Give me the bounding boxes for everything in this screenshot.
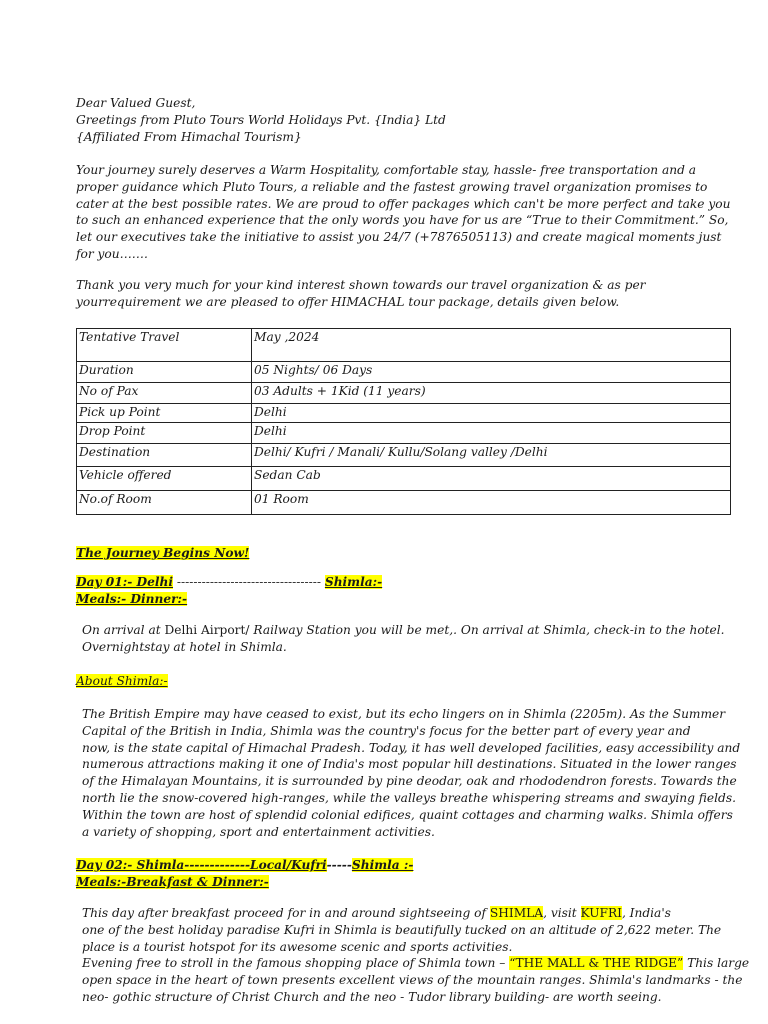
about-line: a variety of shopping, sport and entertainment activities.: [82, 824, 435, 839]
day2-dashes: -----: [326, 858, 352, 872]
table-row: [77, 362, 731, 383]
thanks-line: Thank you very much for your kind interest shown towards our travel organization & as per: [76, 278, 646, 292]
row-label: Duration: [77, 362, 252, 383]
day2-line: [82, 905, 688, 922]
table-row: [77, 444, 731, 467]
greeting-salutation: Dear Valued Guest,: [76, 96, 196, 110]
day1-text: Railway Station you will be met,. On arrival at Shimla, check-in to the hotel.: [249, 623, 725, 637]
row-label: No of Pax: [77, 383, 252, 404]
row-value: Delhi: [252, 404, 731, 423]
row-label: Vehicle offered: [77, 467, 252, 491]
day2-text: , India's: [621, 906, 671, 920]
row-value: 03 Adults + 1Kid (11 years): [252, 383, 731, 404]
greeting-affiliation: {Affiliated From Himachal Tourism}: [76, 129, 302, 144]
about-shimla-heading: [76, 673, 676, 690]
day2-text: This day after breakfast proceed for in and around sightseeing of: [82, 906, 490, 920]
about-line: Capital of the British in India, Shimla was the country's focus for the better part of every year and: [82, 723, 691, 738]
package-details-table: [76, 328, 731, 515]
day2-meals: Meals:-Breakfast & Dinner:-: [76, 875, 269, 889]
day2-line: one of the best holiday paradise Kufri in Shimla is beautifully tucked on an altitude of 2,622 meter. The: [82, 922, 722, 937]
day1-from: Day 01:- Delhi: [76, 575, 173, 589]
about-line: numerous attractions making it one of India's most popular hill destinations. Situated in the lower ranges: [82, 757, 737, 772]
day2-text: , visit: [543, 906, 581, 920]
about-line: The British Empire may have ceased to exist, but its echo lingers on in Shimla (2205m). As the Summer: [82, 707, 726, 721]
intro-paragraph: [76, 162, 731, 263]
day1-text: On arrival at: [82, 623, 165, 637]
day2-text: Evening free to stroll in the famous shopping place of Shimla town –: [82, 956, 510, 971]
row-value: 05 Nights/ 06 Days: [252, 362, 731, 383]
day2-line: open space in the heart of town presents excellent views of the mountain ranges. Shimla's landmarks - the: [82, 973, 743, 988]
row-value: Delhi/ Kufri / Manali/ Kullu/Solang valley /Delhi: [252, 444, 731, 467]
day2-line: place is a tourist hotspot for its awesome scenic and sports activities.: [82, 939, 513, 954]
row-value: Delhi: [252, 423, 731, 444]
intro-line: Your journey surely deserves a Warm Hospitality, comfortable stay, hassle- free transportation and a: [76, 163, 697, 177]
day2-line: neo- gothic structure of Christ Church and the neo - Tudor library building- are worth seeing.: [82, 989, 662, 1004]
intro-line: proper guidance which Pluto Tours, a reliable and the fastest growing travel organization promises to: [76, 179, 708, 194]
row-value: May ,2024: [252, 329, 731, 362]
day2-heading: [76, 857, 413, 891]
row-label: Destination: [77, 444, 252, 467]
journey-heading: [76, 545, 249, 562]
about-shimla-paragraph: [82, 706, 741, 840]
about-line: now, is the state capital of Himachal Pradesh. Today, it has well developed facilities, easy accessibility and: [82, 740, 741, 755]
about-line: north lie the snow-covered high-ranges, while the valleys breathe whispering streams and swaying fields.: [82, 790, 736, 805]
journey-heading-text: The Journey Begins Now!: [76, 546, 250, 560]
row-value: Sedan Cab: [252, 467, 731, 491]
day1-description: [82, 622, 725, 656]
table-row: [77, 491, 731, 515]
table-row: [77, 423, 731, 444]
day2-mall-ridge: “THE MALL & THE RIDGE”: [509, 956, 684, 971]
day2-route: [76, 857, 413, 874]
table-row: [77, 329, 731, 362]
greeting-company: Greetings from Pluto Tours World Holidays Pvt. {India} Ltd: [76, 112, 446, 127]
intro-line: to such an enhanced experience that the only words you have for us are “True to their Commitment.” So,: [76, 213, 729, 228]
about-shimla-title: About Shimla:-: [76, 674, 168, 688]
row-label: No.of Room: [77, 491, 252, 515]
table-row: [77, 467, 731, 491]
day1-dashes: -----------------------------------: [173, 575, 325, 589]
day1-meals-line: [76, 591, 382, 608]
intro-line: for you…….: [76, 246, 148, 261]
about-line: of the Himalayan Mountains, it is surrounded by pine deodar, oak and rhododendron forests. Towards the: [82, 774, 737, 789]
about-line: Within the town are host of splendid colonial edifices, quaint cottages and charming walks. Shimla offers: [82, 807, 733, 822]
day2-text: This large: [683, 956, 750, 971]
table-row: [77, 404, 731, 423]
intro-line: let our executives take the initiative to assist you 24/7 (+7876505113) and create magical moments just: [76, 230, 722, 245]
day1-line: [82, 622, 725, 639]
day1-meals: Meals:- Dinner:-: [76, 592, 188, 606]
day2-from: Day 02:- Shimla-------------Local/Kufri: [76, 858, 327, 872]
row-label: Tentative Travel: [77, 329, 252, 362]
day1-to: Shimla:-: [324, 575, 383, 589]
table-row: [77, 383, 731, 404]
day1-heading: [76, 574, 382, 608]
day2-description: [82, 905, 750, 1006]
day1-line: Overnightstay at hotel in Shimla.: [82, 639, 287, 654]
thanks-line: yourrequirement we are pleased to offer HIMACHAL tour package, details given below.: [76, 294, 620, 309]
day2-shimla: SHIMLA: [489, 906, 544, 920]
row-value: 01 Room: [252, 491, 731, 515]
greeting-block: [76, 95, 676, 145]
day2-to: Shimla :-: [351, 858, 414, 872]
day1-airport: Delhi Airport/: [164, 623, 250, 637]
row-label: Drop Point: [77, 423, 252, 444]
intro-line: cater at the best possible rates. We are proud to offer packages which can't be more perfect and take you: [76, 196, 731, 211]
day2-kufri: KUFRI: [580, 906, 622, 920]
day2-line: [82, 955, 750, 972]
thanks-paragraph: [76, 277, 676, 311]
day1-route: [76, 574, 382, 591]
row-label: Pick up Point: [77, 404, 252, 423]
day2-meals-line: [76, 874, 413, 891]
